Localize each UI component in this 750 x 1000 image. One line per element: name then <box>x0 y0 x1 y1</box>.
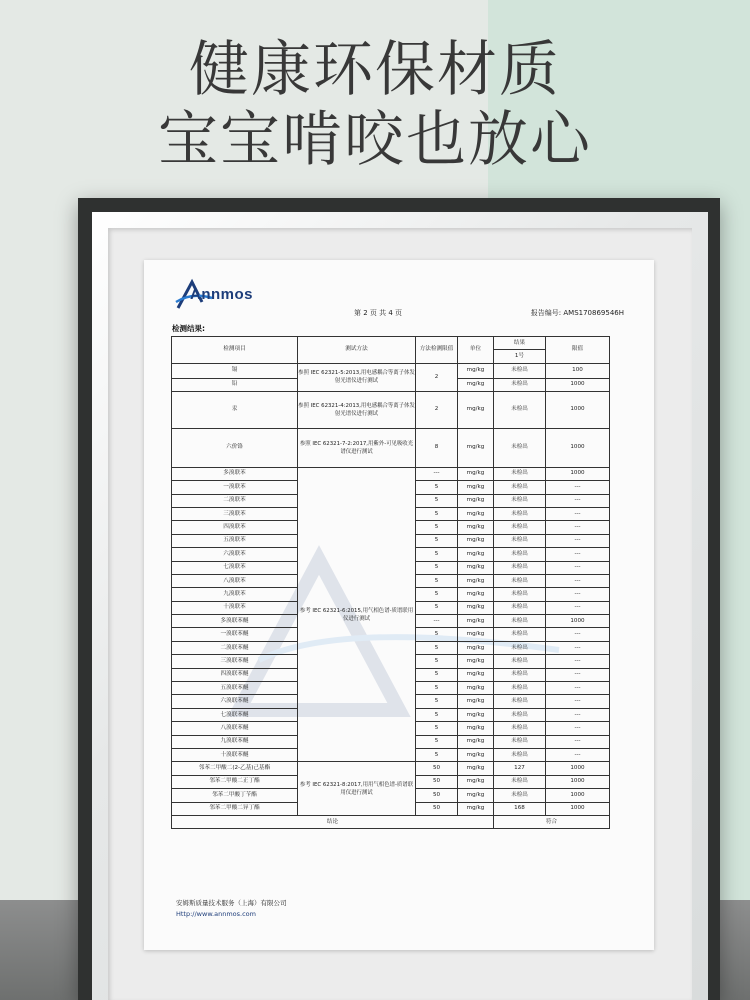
cell-result: 未检出 <box>494 668 546 681</box>
cell-mdl: 5 <box>416 641 458 654</box>
cell-result: 127 <box>494 762 546 775</box>
cell-item: 邻苯二甲酸二正丁酯 <box>172 775 298 788</box>
table-row <box>172 467 610 480</box>
cell-unit: mg/kg <box>458 521 494 534</box>
report-number: 报告编号: AMS170869546H <box>530 309 624 317</box>
cell-mdl: 5 <box>416 481 458 494</box>
cell-limit: 1000 <box>546 775 610 788</box>
cell-mdl: 5 <box>416 722 458 735</box>
cell-result: 未检出 <box>494 494 546 507</box>
cell-item: 二溴联苯 <box>172 494 298 507</box>
cell-result: 未检出 <box>494 363 546 378</box>
cell-unit: mg/kg <box>458 548 494 561</box>
table-row <box>172 391 610 428</box>
cell-limit: 1000 <box>546 391 610 428</box>
cell-limit: --- <box>546 708 610 721</box>
cell-mdl: 5 <box>416 695 458 708</box>
cell-result: 未检出 <box>494 481 546 494</box>
headline-line-1: 健康环保材质 <box>189 35 561 105</box>
cell-unit: mg/kg <box>458 775 494 788</box>
cell-mdl: 50 <box>416 775 458 788</box>
cell-mdl: 8 <box>416 428 458 467</box>
cell-mdl: 5 <box>416 574 458 587</box>
cell-unit: mg/kg <box>458 615 494 628</box>
cell-mdl: 50 <box>416 762 458 775</box>
cell-item: 九溴联苯醚 <box>172 735 298 748</box>
cell-method: 参考 IEC 62321-8:2017,用用气相色谱-质谱联用仪进行测试 <box>298 762 416 816</box>
cell-limit: 1000 <box>546 467 610 480</box>
cell-limit: --- <box>546 534 610 547</box>
cell-mdl: 5 <box>416 735 458 748</box>
cell-unit: mg/kg <box>458 695 494 708</box>
cell-unit: mg/kg <box>458 588 494 601</box>
cell-unit: mg/kg <box>458 722 494 735</box>
cell-unit: mg/kg <box>458 708 494 721</box>
cell-item: 铅 <box>172 378 298 391</box>
cell-limit: 1000 <box>546 802 610 815</box>
cell-limit: --- <box>546 695 610 708</box>
cell-limit: 1000 <box>546 428 610 467</box>
cell-mdl: 5 <box>416 628 458 641</box>
table-row <box>172 428 610 467</box>
cell-item: 邻苯二甲酸丁苄酯 <box>172 789 298 802</box>
cell-unit: mg/kg <box>458 507 494 520</box>
cell-limit: --- <box>546 561 610 574</box>
cell-item: 八溴联苯醚 <box>172 722 298 735</box>
cell-mdl: 5 <box>416 655 458 668</box>
cell-unit: mg/kg <box>458 655 494 668</box>
results-table <box>171 336 610 829</box>
header-mdl: 方法检测限值 <box>416 337 458 364</box>
cell-item: 五溴联苯 <box>172 534 298 547</box>
cell-unit: mg/kg <box>458 561 494 574</box>
cell-mdl: 5 <box>416 507 458 520</box>
header-limit: 限值 <box>546 337 610 364</box>
cell-limit: --- <box>546 735 610 748</box>
cell-limit: --- <box>546 494 610 507</box>
cell-limit: --- <box>546 748 610 761</box>
cell-result: 未检出 <box>494 655 546 668</box>
cell-mdl: 5 <box>416 521 458 534</box>
cell-limit: --- <box>546 481 610 494</box>
cell-mdl: 5 <box>416 534 458 547</box>
cell-mdl: 2 <box>416 391 458 428</box>
table-row <box>172 762 610 775</box>
cell-limit: 1000 <box>546 378 610 391</box>
cell-result: 未检出 <box>494 615 546 628</box>
cell-mdl: --- <box>416 615 458 628</box>
cell-limit: 1000 <box>546 762 610 775</box>
cell-result: 未检出 <box>494 574 546 587</box>
table-row <box>172 363 610 378</box>
cell-mdl: 5 <box>416 748 458 761</box>
cell-unit: mg/kg <box>458 601 494 614</box>
cell-limit: --- <box>546 722 610 735</box>
cell-unit: mg/kg <box>458 641 494 654</box>
cell-limit: --- <box>546 588 610 601</box>
cell-result: 未检出 <box>494 391 546 428</box>
cell-mdl: 5 <box>416 708 458 721</box>
cell-item: 七溴联苯醚 <box>172 708 298 721</box>
cell-mdl: 5 <box>416 601 458 614</box>
page-info: 第 2 页 共 4 页 <box>354 309 403 317</box>
cell-limit: --- <box>546 521 610 534</box>
conclusion-label: 结论 <box>172 815 494 828</box>
cell-item: 多溴联苯 <box>172 467 298 480</box>
header-item: 检测项目 <box>172 337 298 364</box>
cell-mdl: 5 <box>416 588 458 601</box>
cell-limit: --- <box>546 628 610 641</box>
cell-mdl: --- <box>416 467 458 480</box>
cell-mdl: 5 <box>416 668 458 681</box>
cell-item: 十溴联苯 <box>172 601 298 614</box>
cell-limit: --- <box>546 682 610 695</box>
cell-item: 邻苯二甲酸二(2-乙基)己基酯 <box>172 762 298 775</box>
cell-method: 参照 IEC 62321-5:2013,用电感耦合等离子体发射光谱仪进行测试 <box>298 363 416 391</box>
cell-limit: 1000 <box>546 789 610 802</box>
cell-unit: mg/kg <box>458 428 494 467</box>
cell-unit: mg/kg <box>458 748 494 761</box>
cell-result: 未检出 <box>494 378 546 391</box>
cell-unit: mg/kg <box>458 534 494 547</box>
header-result-sample: 1号 <box>494 350 546 363</box>
cell-limit: 1000 <box>546 615 610 628</box>
cell-unit: mg/kg <box>458 789 494 802</box>
cell-mdl: 50 <box>416 789 458 802</box>
cell-result: 未检出 <box>494 628 546 641</box>
cell-unit: mg/kg <box>458 682 494 695</box>
cell-item: 六溴联苯 <box>172 548 298 561</box>
cell-limit: --- <box>546 548 610 561</box>
cell-limit: --- <box>546 507 610 520</box>
cell-unit: mg/kg <box>458 494 494 507</box>
results-label: 检测结果: <box>172 324 205 333</box>
cell-result: 未检出 <box>494 601 546 614</box>
cell-item: 六价铬 <box>172 428 298 467</box>
cell-result: 未检出 <box>494 708 546 721</box>
cell-unit: mg/kg <box>458 802 494 815</box>
cell-mdl: 50 <box>416 802 458 815</box>
cell-result: 未检出 <box>494 748 546 761</box>
header-unit: 单位 <box>458 337 494 364</box>
cell-result: 168 <box>494 802 546 815</box>
cell-mdl: 2 <box>416 363 458 391</box>
cell-item: 六溴联苯醚 <box>172 695 298 708</box>
cell-result: 未检出 <box>494 467 546 480</box>
cell-result: 未检出 <box>494 722 546 735</box>
cell-unit: mg/kg <box>458 378 494 391</box>
cell-limit: --- <box>546 641 610 654</box>
test-report-page <box>144 260 654 950</box>
cell-unit: mg/kg <box>458 735 494 748</box>
cell-item: 十溴联苯醚 <box>172 748 298 761</box>
cell-item: 三溴联苯醚 <box>172 655 298 668</box>
cell-limit: --- <box>546 655 610 668</box>
cell-result: 未检出 <box>494 534 546 547</box>
cell-result: 未检出 <box>494 548 546 561</box>
cell-result: 未检出 <box>494 735 546 748</box>
cell-unit: mg/kg <box>458 391 494 428</box>
cell-item: 四溴联苯 <box>172 521 298 534</box>
cell-result: 未检出 <box>494 521 546 534</box>
annmos-logo-text: Annmos <box>190 286 253 303</box>
cell-result: 未检出 <box>494 588 546 601</box>
header-result: 结果 <box>494 337 546 350</box>
cell-item: 八溴联苯 <box>172 574 298 587</box>
cell-item: 邻苯二甲酸二异丁酯 <box>172 802 298 815</box>
cell-item: 七溴联苯 <box>172 561 298 574</box>
cell-limit: 100 <box>546 363 610 378</box>
cell-result: 未检出 <box>494 789 546 802</box>
cell-item: 五溴联苯醚 <box>172 682 298 695</box>
cell-unit: mg/kg <box>458 668 494 681</box>
header-method: 测试方法 <box>298 337 416 364</box>
cell-mdl: 5 <box>416 494 458 507</box>
cell-limit: --- <box>546 574 610 587</box>
cell-mdl: 5 <box>416 548 458 561</box>
footer-company: 安姆斯质量技术服务（上海）有限公司 <box>176 899 287 907</box>
cell-unit: mg/kg <box>458 762 494 775</box>
cell-item: 九溴联苯 <box>172 588 298 601</box>
conclusion-row <box>172 815 610 828</box>
cell-item: 多溴联苯醚 <box>172 615 298 628</box>
headline-line-2: 宝宝啃咬也放心 <box>158 105 592 175</box>
cell-mdl: 5 <box>416 561 458 574</box>
cell-item: 镉 <box>172 363 298 378</box>
cell-unit: mg/kg <box>458 481 494 494</box>
cell-item: 二溴联苯醚 <box>172 641 298 654</box>
cell-item: 四溴联苯醚 <box>172 668 298 681</box>
cell-result: 未检出 <box>494 507 546 520</box>
cell-limit: --- <box>546 601 610 614</box>
cell-unit: mg/kg <box>458 363 494 378</box>
cell-result: 未检出 <box>494 682 546 695</box>
footer-url[interactable]: Http://www.annmos.com <box>176 910 256 918</box>
cell-item: 汞 <box>172 391 298 428</box>
cell-result: 未检出 <box>494 775 546 788</box>
conclusion-value: 符合 <box>494 815 610 828</box>
cell-result: 未检出 <box>494 428 546 467</box>
cell-result: 未检出 <box>494 641 546 654</box>
cell-item: 一溴联苯醚 <box>172 628 298 641</box>
cell-item: 一溴联苯 <box>172 481 298 494</box>
cell-limit: --- <box>546 668 610 681</box>
cell-mdl: 5 <box>416 682 458 695</box>
cell-unit: mg/kg <box>458 467 494 480</box>
cell-result: 未检出 <box>494 695 546 708</box>
cell-item: 三溴联苯 <box>172 507 298 520</box>
cell-method: 参考 IEC 62321-6:2015,用气相色谱-质谱联用仪进行测试 <box>298 467 416 762</box>
cell-method: 参照 IEC 62321-4:2013,用电感耦合等离子体发射光谱仪进行测试 <box>298 391 416 428</box>
cell-method: 参照 IEC 62321-7-2:2017,用紫外-可见吸收光谱仪进行测试 <box>298 428 416 467</box>
cell-unit: mg/kg <box>458 574 494 587</box>
cell-result: 未检出 <box>494 561 546 574</box>
cell-unit: mg/kg <box>458 628 494 641</box>
